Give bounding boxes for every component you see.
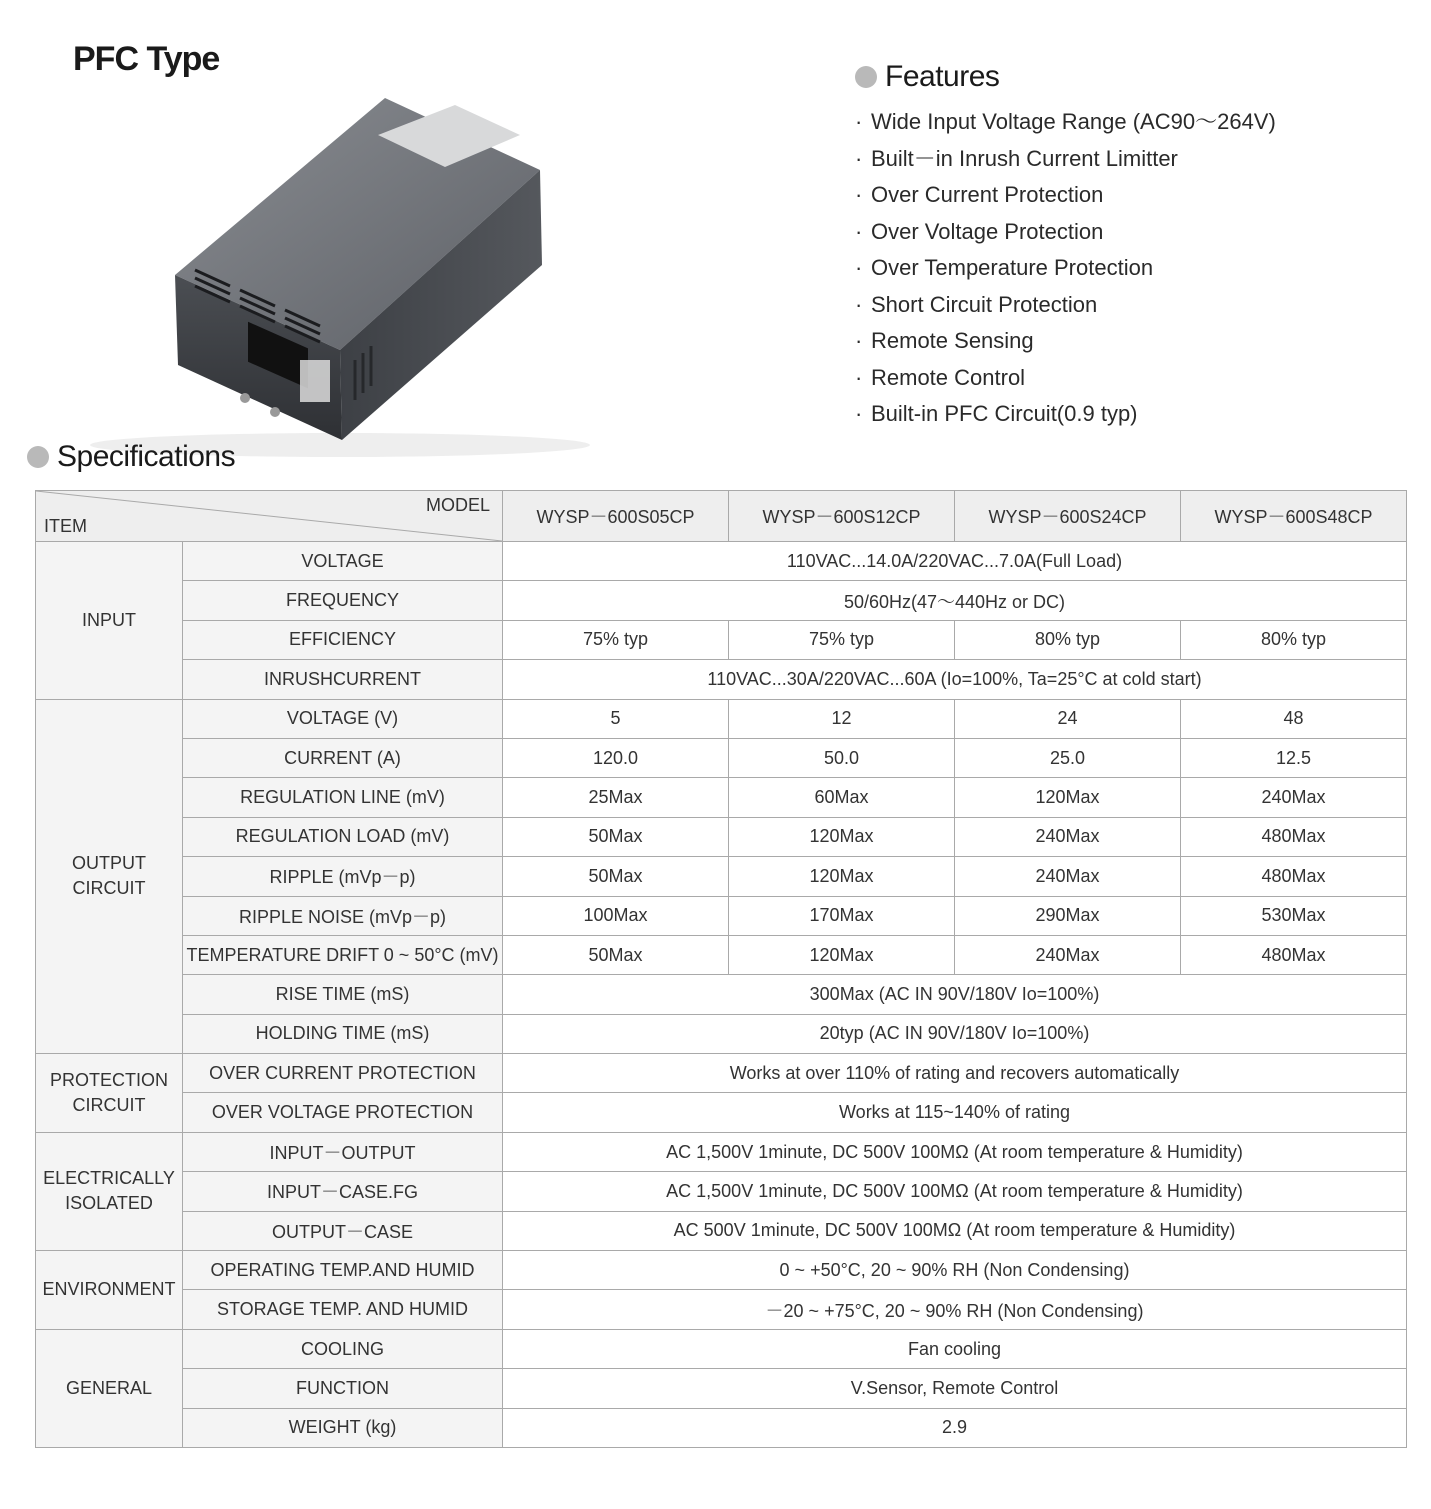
- feature-item: [855, 214, 1415, 251]
- item-cell: OPERATING TEMP.AND HUMID: [183, 1251, 503, 1290]
- value-cell: 48: [1181, 699, 1407, 738]
- feature-item: [855, 104, 1415, 141]
- power-supply-image: [60, 60, 620, 460]
- value-cell: －20 ~ +75°C, 20 ~ 90% RH (Non Condensing): [503, 1290, 1407, 1329]
- feature-item: [855, 323, 1415, 360]
- item-cell: FUNCTION: [183, 1369, 503, 1408]
- table-row: [36, 699, 1407, 738]
- group-label-line: INPUT: [82, 609, 136, 630]
- group-cell: [36, 699, 183, 1054]
- group-label-line: OUTPUT: [72, 853, 146, 874]
- item-cell: CURRENT (A): [183, 738, 503, 777]
- feature-text: Over Current Protection: [871, 182, 1104, 207]
- value-cell: 20typ (AC IN 90V/180V Io=100%): [503, 1014, 1407, 1053]
- table-row: [36, 1132, 1407, 1171]
- model-item-corner-cell: [36, 491, 503, 542]
- item-cell: VOLTAGE: [183, 542, 503, 581]
- value-cell: 100Max: [503, 896, 729, 935]
- value-cell: 50Max: [503, 817, 729, 856]
- table-row: [36, 581, 1407, 620]
- item-cell: TEMPERATURE DRIFT 0 ~ 50°C (mV): [183, 935, 503, 974]
- group-label-line: ISOLATED: [65, 1193, 153, 1214]
- table-row: [36, 1093, 1407, 1132]
- feature-text: Over Voltage Protection: [871, 218, 1104, 244]
- feature-item: [855, 287, 1415, 324]
- value-cell: AC 1,500V 1minute, DC 500V 100MΩ (At room temperature & Humidity): [503, 1132, 1407, 1171]
- value-cell: 170Max: [729, 896, 955, 935]
- item-cell: REGULATION LOAD (mV): [183, 817, 503, 856]
- group-cell: [36, 542, 183, 700]
- feature-text: Remote Control: [871, 364, 1026, 390]
- table-row: [36, 896, 1407, 935]
- item-cell: RIPPLE (mVp－p): [183, 857, 503, 896]
- value-cell: 25Max: [503, 778, 729, 817]
- value-cell: 75% typ: [503, 620, 729, 659]
- page-title: PFC Type: [73, 40, 220, 78]
- value-cell: 110VAC...30A/220VAC...60A (Io=100%, Ta=25°C at cold start): [503, 660, 1407, 699]
- group-label-line: CIRCUIT: [72, 1094, 146, 1115]
- table-row: [36, 660, 1407, 699]
- value-cell: 120Max: [729, 817, 955, 856]
- feature-text: Built-in PFC Circuit(0.9 typ): [871, 401, 1138, 426]
- value-cell: 25.0: [955, 738, 1181, 777]
- table-row: [36, 975, 1407, 1014]
- table-row: [36, 1369, 1407, 1408]
- value-cell: AC 500V 1minute, DC 500V 100MΩ (At room temperature & Humidity): [503, 1211, 1407, 1250]
- item-cell: FREQUENCY: [183, 581, 503, 620]
- item-cell: HOLDING TIME (mS): [183, 1014, 503, 1053]
- model-header: WYSP－600S24CP: [955, 491, 1181, 542]
- table-row: [36, 542, 1407, 581]
- feature-list: [855, 104, 1415, 433]
- value-cell: 300Max (AC IN 90V/180V Io=100%): [503, 975, 1407, 1014]
- value-cell: Works at over 110% of rating and recovers automatically: [503, 1054, 1407, 1093]
- feature-item: [855, 250, 1415, 287]
- item-cell: OVER VOLTAGE PROTECTION: [183, 1093, 503, 1132]
- group-label-line: CIRCUIT: [72, 878, 146, 899]
- table-row: [36, 1290, 1407, 1329]
- value-cell: 12: [729, 699, 955, 738]
- table-row: [36, 1014, 1407, 1053]
- value-cell: 12.5: [1181, 738, 1407, 777]
- specifications-heading: [27, 440, 235, 474]
- value-cell: 480Max: [1181, 935, 1407, 974]
- item-cell: EFFICIENCY: [183, 620, 503, 659]
- features-heading: [855, 60, 1415, 94]
- feature-text: Built－in Inrush Current Limitter: [871, 145, 1178, 171]
- item-cell: OUTPUT－CASE: [183, 1211, 503, 1250]
- value-cell: 2.9: [503, 1408, 1407, 1447]
- table-row: [36, 738, 1407, 777]
- item-cell: STORAGE TEMP. AND HUMID: [183, 1290, 503, 1329]
- table-row: [36, 817, 1407, 856]
- table-row: [36, 935, 1407, 974]
- value-cell: 120.0: [503, 738, 729, 777]
- value-cell: 50.0: [729, 738, 955, 777]
- value-cell: 120Max: [955, 778, 1181, 817]
- feature-bullet: ·: [855, 145, 863, 171]
- feature-text: Wide Input Voltage Range (AC90～264V): [871, 109, 1276, 134]
- value-cell: 240Max: [955, 817, 1181, 856]
- value-cell: 120Max: [729, 857, 955, 896]
- feature-text: Over Temperature Protection: [871, 255, 1154, 280]
- table-row: [36, 1172, 1407, 1211]
- group-cell: [36, 1132, 183, 1250]
- model-label: MODEL: [425, 495, 490, 515]
- item-cell: RISE TIME (mS): [183, 975, 503, 1014]
- group-cell: [36, 1054, 183, 1133]
- value-cell: 24: [955, 699, 1181, 738]
- value-cell: 480Max: [1181, 857, 1407, 896]
- feature-item: [855, 177, 1415, 214]
- value-cell: 60Max: [729, 778, 955, 817]
- value-cell: 50Max: [503, 935, 729, 974]
- gray-circle-icon: [855, 66, 877, 88]
- feature-item: [855, 396, 1415, 433]
- value-cell: 80% typ: [1181, 620, 1407, 659]
- value-cell: 240Max: [1181, 778, 1407, 817]
- feature-item: [855, 141, 1415, 178]
- gray-circle-icon: [27, 446, 49, 468]
- group-label-line: ELECTRICALLY: [43, 1168, 175, 1189]
- value-cell: V.Sensor, Remote Control: [503, 1369, 1407, 1408]
- value-cell: Fan cooling: [503, 1329, 1407, 1368]
- table-header-row: [36, 491, 1407, 542]
- table-row: [36, 1329, 1407, 1368]
- table-row: [36, 857, 1407, 896]
- feature-text: Remote Sensing: [871, 328, 1034, 353]
- feature-bullet: ·: [855, 109, 863, 134]
- feature-item: [855, 360, 1415, 397]
- item-cell: REGULATION LINE (mV): [183, 778, 503, 817]
- table-row: [36, 778, 1407, 817]
- value-cell: 50/60Hz(47～440Hz or DC): [503, 581, 1407, 620]
- value-cell: 110VAC...14.0A/220VAC...7.0A(Full Load): [503, 542, 1407, 581]
- group-label-line: ENVIRONMENT: [42, 1279, 176, 1300]
- value-cell: 75% typ: [729, 620, 955, 659]
- item-cell: RIPPLE NOISE (mVp－p): [183, 896, 503, 935]
- table-row: [36, 620, 1407, 659]
- features-title: Features: [885, 60, 1000, 93]
- item-cell: INPUT－OUTPUT: [183, 1132, 503, 1171]
- value-cell: 530Max: [1181, 896, 1407, 935]
- value-cell: 50Max: [503, 857, 729, 896]
- item-cell: VOLTAGE (V): [183, 699, 503, 738]
- item-cell: INPUT－CASE.FG: [183, 1172, 503, 1211]
- feature-bullet: ·: [855, 255, 863, 280]
- value-cell: Works at 115~140% of rating: [503, 1093, 1407, 1132]
- item-cell: INRUSHCURRENT: [183, 660, 503, 699]
- specifications-table: [35, 490, 1407, 1448]
- item-cell: COOLING: [183, 1329, 503, 1368]
- feature-bullet: ·: [855, 218, 863, 244]
- value-cell: 240Max: [955, 935, 1181, 974]
- feature-text: Short Circuit Protection: [871, 291, 1098, 317]
- value-cell: 120Max: [729, 935, 955, 974]
- group-label-line: PROTECTION: [49, 1069, 168, 1090]
- item-cell: WEIGHT (kg): [183, 1408, 503, 1447]
- item-cell: OVER CURRENT PROTECTION: [183, 1054, 503, 1093]
- table-row: [36, 1054, 1407, 1093]
- model-header: WYSP－600S12CP: [729, 491, 955, 542]
- features-section: [855, 60, 1415, 433]
- value-cell: AC 1,500V 1minute, DC 500V 100MΩ (At room temperature & Humidity): [503, 1172, 1407, 1211]
- feature-bullet: ·: [855, 328, 863, 353]
- group-label-line: GENERAL: [65, 1377, 153, 1398]
- group-cell: [36, 1329, 183, 1447]
- value-cell: 5: [503, 699, 729, 738]
- table-row: [36, 1408, 1407, 1447]
- table-row: [36, 1251, 1407, 1290]
- item-label: ITEM: [44, 516, 87, 536]
- value-cell: 80% typ: [955, 620, 1181, 659]
- feature-bullet: ·: [855, 291, 863, 317]
- feature-bullet: ·: [855, 364, 863, 390]
- group-cell: [36, 1251, 183, 1330]
- value-cell: 290Max: [955, 896, 1181, 935]
- value-cell: 480Max: [1181, 817, 1407, 856]
- specifications-title: Specifications: [57, 440, 236, 473]
- value-cell: 240Max: [955, 857, 1181, 896]
- value-cell: 0 ~ +50°C, 20 ~ 90% RH (Non Condensing): [503, 1251, 1407, 1290]
- table-row: [36, 1211, 1407, 1250]
- feature-bullet: ·: [855, 401, 863, 426]
- model-header: WYSP－600S05CP: [503, 491, 729, 542]
- model-header: WYSP－600S48CP: [1181, 491, 1407, 542]
- feature-bullet: ·: [855, 182, 863, 207]
